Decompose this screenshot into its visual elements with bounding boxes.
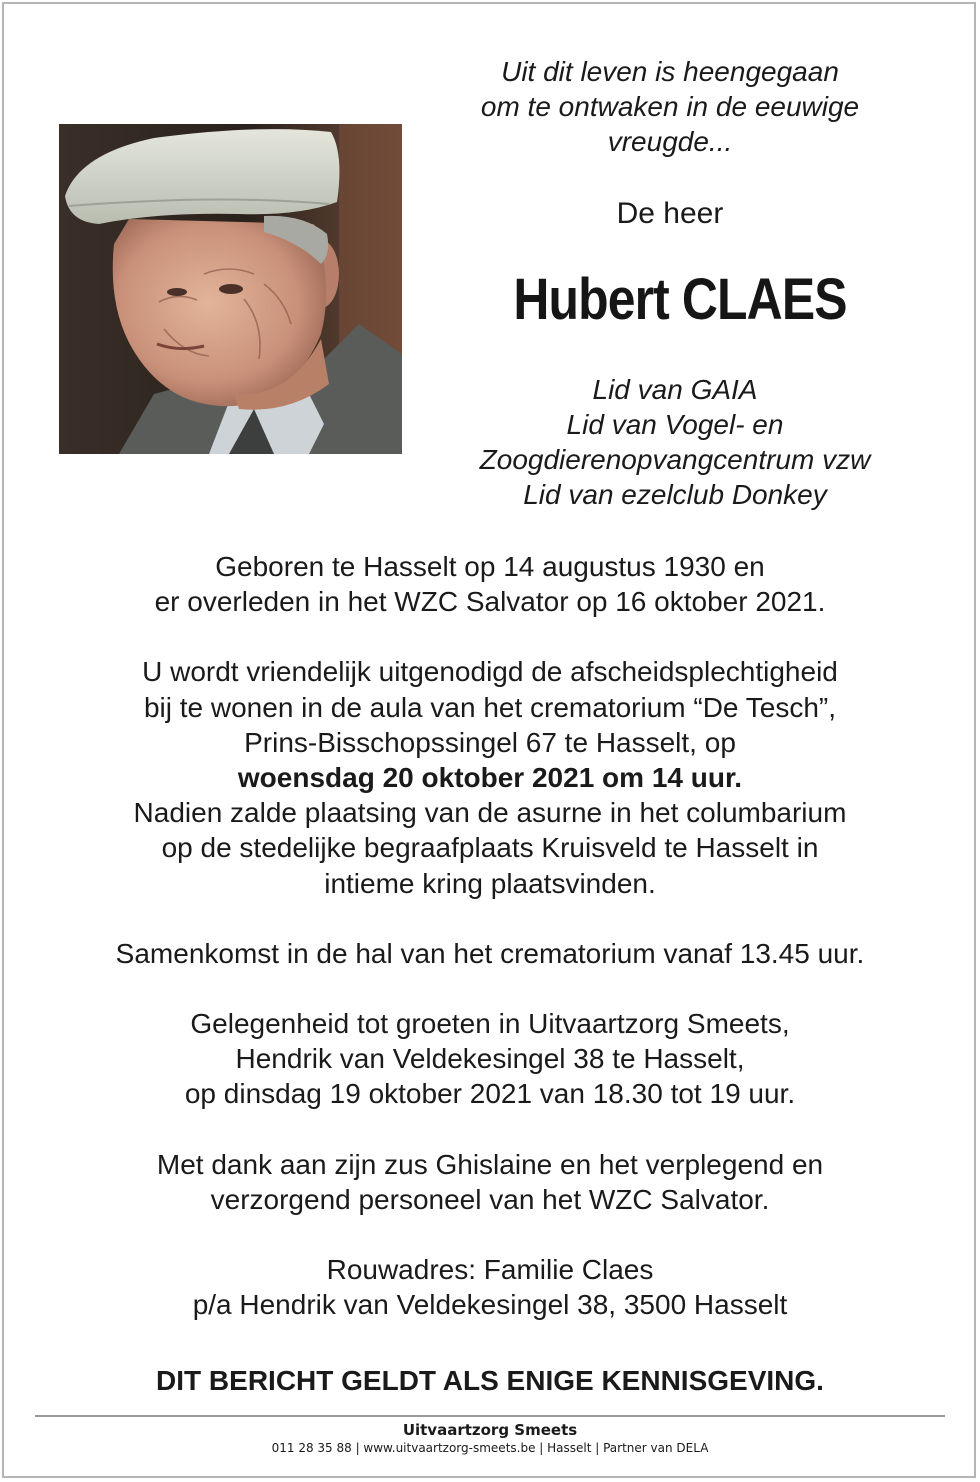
text-line: intieme kring plaatsvinden. (324, 867, 656, 899)
portrait-image (59, 124, 402, 454)
portrait-photo (59, 124, 402, 454)
thanks-paragraph (30, 1147, 950, 1217)
text-line: Samenkomst in de hal van het crematorium vanaf 13.45 uur. (115, 937, 865, 969)
footer-divider (35, 1415, 945, 1417)
text-line: Rouwadres: Familie Claes (326, 1254, 654, 1286)
membership-line: Zoogdierenopvangcentrum vzw (479, 444, 871, 475)
text-line: Hendrik van Veldekesingel 38 te Hasselt, (235, 1043, 745, 1075)
mourning-address (30, 1252, 950, 1322)
funeral-home-contact: 011 28 35 88 | www.uitvaartzorg-smeets.be | Hasselt | Partner van DELA (271, 1441, 709, 1455)
membership-line: Lid van Vogel- en (566, 409, 784, 440)
deceased-name: Hubert CLAES (513, 267, 847, 332)
poem-line: Uit dit leven is heengegaan (501, 56, 839, 87)
text-line: Nadien zalde plaatsing van de asurne in het columbarium (133, 797, 847, 829)
poem-line: vreugde... (607, 126, 733, 157)
text-line: bij te wonen in de aula van het crematorium “De Tesch”, (143, 691, 837, 723)
text-line: Geboren te Hasselt op 14 augustus 1930 en (215, 551, 765, 582)
text-line: U wordt vriendelijk uitgenodigd de afscheidsplechtigheid (142, 656, 838, 688)
text-line: Prins-Bisschopssingel 67 te Hasselt, op (244, 726, 736, 758)
funeral-home-name: Uitvaartzorg Smeets (402, 1421, 578, 1439)
membership-line: Lid van GAIA (592, 374, 758, 405)
text-line: er overleden in het WZC Salvator op 16 oktober 2021. (154, 586, 826, 618)
text-line: p/a Hendrik van Veldekesingel 38, 3500 Hasselt (192, 1289, 788, 1321)
gathering-paragraph (30, 936, 950, 971)
birth-death-paragraph (30, 549, 950, 619)
text-line: Gelegenheid tot groeten in Uitvaartzorg Smeets, (190, 1008, 790, 1040)
membership-line: Lid van ezelclub Donkey (523, 479, 827, 510)
opening-poem (420, 54, 920, 159)
memberships (420, 372, 930, 512)
ceremony-date-time: woensdag 20 oktober 2021 om 14 uur. (237, 762, 743, 794)
visitation-paragraph (30, 1006, 950, 1112)
name-prefix: De heer (616, 197, 724, 230)
poem-line: om te ontwaken in de eeuwige (480, 91, 860, 122)
text-line: op dinsdag 19 oktober 2021 van 18.30 tot 19 uur. (184, 1078, 796, 1110)
text-line: op de stedelijke begraafplaats Kruisveld te Hasselt in (161, 832, 819, 864)
text-line: verzorgend personeel van het WZC Salvator. (210, 1183, 770, 1215)
text-line: Met dank aan zijn zus Ghislaine en het verplegend en (156, 1148, 824, 1180)
ceremony-paragraph (30, 654, 950, 900)
announcement-body (30, 549, 950, 1357)
sole-notice-statement: DIT BERICHT GELDT ALS ENIGE KENNISGEVING. (156, 1365, 824, 1396)
